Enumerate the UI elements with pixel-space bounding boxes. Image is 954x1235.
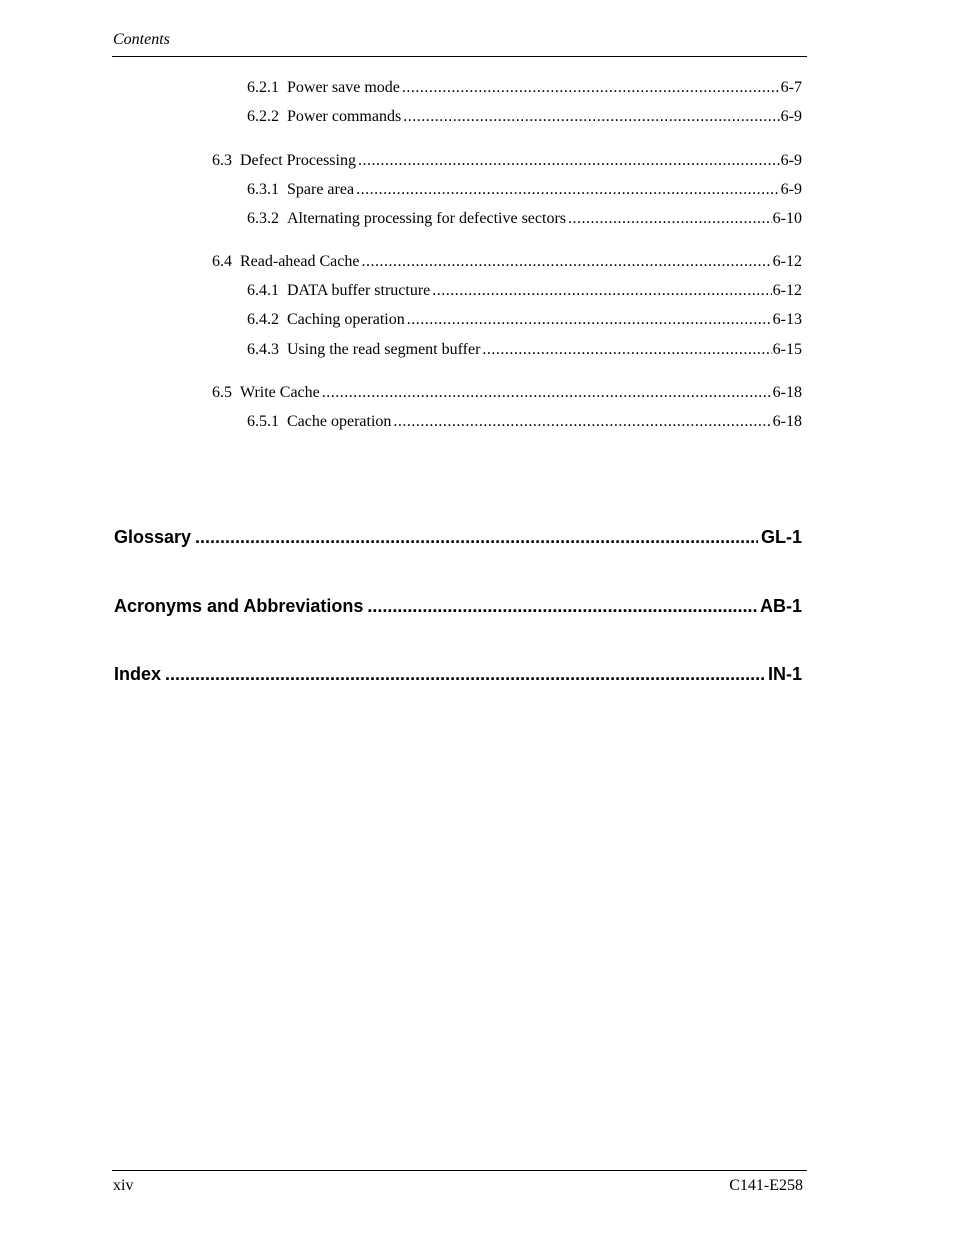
dot-leader — [568, 209, 772, 229]
toc-entry-6-4[interactable] — [212, 252, 802, 272]
toc-page: 6-18 — [772, 384, 802, 401]
toc-number: 6.4.2 — [247, 311, 279, 328]
toc-entry-6-3[interactable] — [212, 151, 802, 171]
dot-leader — [432, 281, 771, 301]
toc-entry-6-2-2[interactable] — [247, 107, 802, 127]
toc-entry-acronyms[interactable] — [114, 594, 802, 618]
toc-number: 6.4 — [212, 253, 232, 270]
toc-title: Caching operation — [287, 311, 405, 328]
dot-leader — [393, 412, 771, 432]
document-id: C141-E258 — [729, 1177, 803, 1194]
toc-title: Read-ahead Cache — [240, 253, 360, 270]
toc-number: 6.2.1 — [247, 79, 279, 96]
toc-entry-6-4-1[interactable] — [247, 281, 802, 301]
dot-leader — [361, 252, 771, 272]
toc-page: 6-15 — [772, 341, 802, 358]
dot-leader — [165, 662, 765, 686]
toc-entry-6-4-2[interactable] — [247, 310, 802, 330]
toc-entry-6-3-2[interactable] — [247, 209, 802, 229]
dot-leader — [358, 151, 780, 171]
dot-leader — [367, 594, 757, 618]
dot-leader — [482, 340, 771, 360]
toc-page: 6-9 — [780, 181, 802, 198]
toc-page: 6-9 — [780, 152, 802, 169]
toc-title: Power save mode — [287, 79, 400, 96]
toc-entry-6-2-1[interactable] — [247, 78, 802, 98]
dot-leader — [322, 383, 772, 403]
toc-page: 6-18 — [772, 413, 802, 430]
toc-entry-index[interactable] — [114, 662, 802, 686]
toc-page: 6-13 — [772, 311, 802, 328]
toc-title: Index — [114, 664, 162, 684]
toc-title: Write Cache — [240, 384, 320, 401]
toc-title: Defect Processing — [240, 152, 356, 169]
toc-title: Power commands — [287, 108, 402, 125]
toc-entry-6-5-1[interactable] — [247, 412, 802, 432]
toc-page: AB-1 — [759, 596, 802, 616]
toc-title: Using the read segment buffer — [287, 341, 481, 358]
toc-number: 6.2.2 — [247, 108, 279, 125]
dot-leader — [407, 310, 772, 330]
toc-page: 6-9 — [780, 108, 802, 125]
toc-page: 6-7 — [780, 79, 802, 96]
toc-number: 6.3.2 — [247, 210, 279, 227]
toc-title: Spare area — [287, 181, 355, 198]
toc-page: 6-12 — [772, 253, 802, 270]
toc-page: IN-1 — [767, 664, 802, 684]
toc-page: 6-10 — [772, 210, 802, 227]
header-rule — [112, 56, 807, 57]
toc-number: 6.4.3 — [247, 341, 279, 358]
toc-entry-glossary[interactable] — [114, 525, 802, 549]
running-header: Contents — [113, 31, 170, 48]
toc-title: DATA buffer structure — [287, 282, 431, 299]
dot-leader — [195, 525, 758, 549]
toc-title: Cache operation — [287, 413, 392, 430]
toc-title: Alternating processing for defective sectors — [287, 210, 567, 227]
toc-number: 6.4.1 — [247, 282, 279, 299]
toc-number: 6.5.1 — [247, 413, 279, 430]
toc-number: 6.3.1 — [247, 181, 279, 198]
toc-entry-6-4-3[interactable] — [247, 340, 802, 360]
toc-page: GL-1 — [760, 527, 802, 547]
page-number: xiv — [113, 1177, 134, 1194]
footer-rule — [112, 1170, 807, 1171]
toc-page: 6-12 — [772, 282, 802, 299]
dot-leader — [356, 180, 780, 200]
toc-entry-6-5[interactable] — [212, 383, 802, 403]
toc-entry-6-3-1[interactable] — [247, 180, 802, 200]
toc-title: Acronyms and Abbreviations — [114, 596, 364, 616]
toc-number: 6.3 — [212, 152, 232, 169]
dot-leader — [402, 78, 780, 98]
dot-leader — [403, 107, 779, 127]
toc-title: Glossary — [114, 527, 192, 547]
toc-number: 6.5 — [212, 384, 232, 401]
